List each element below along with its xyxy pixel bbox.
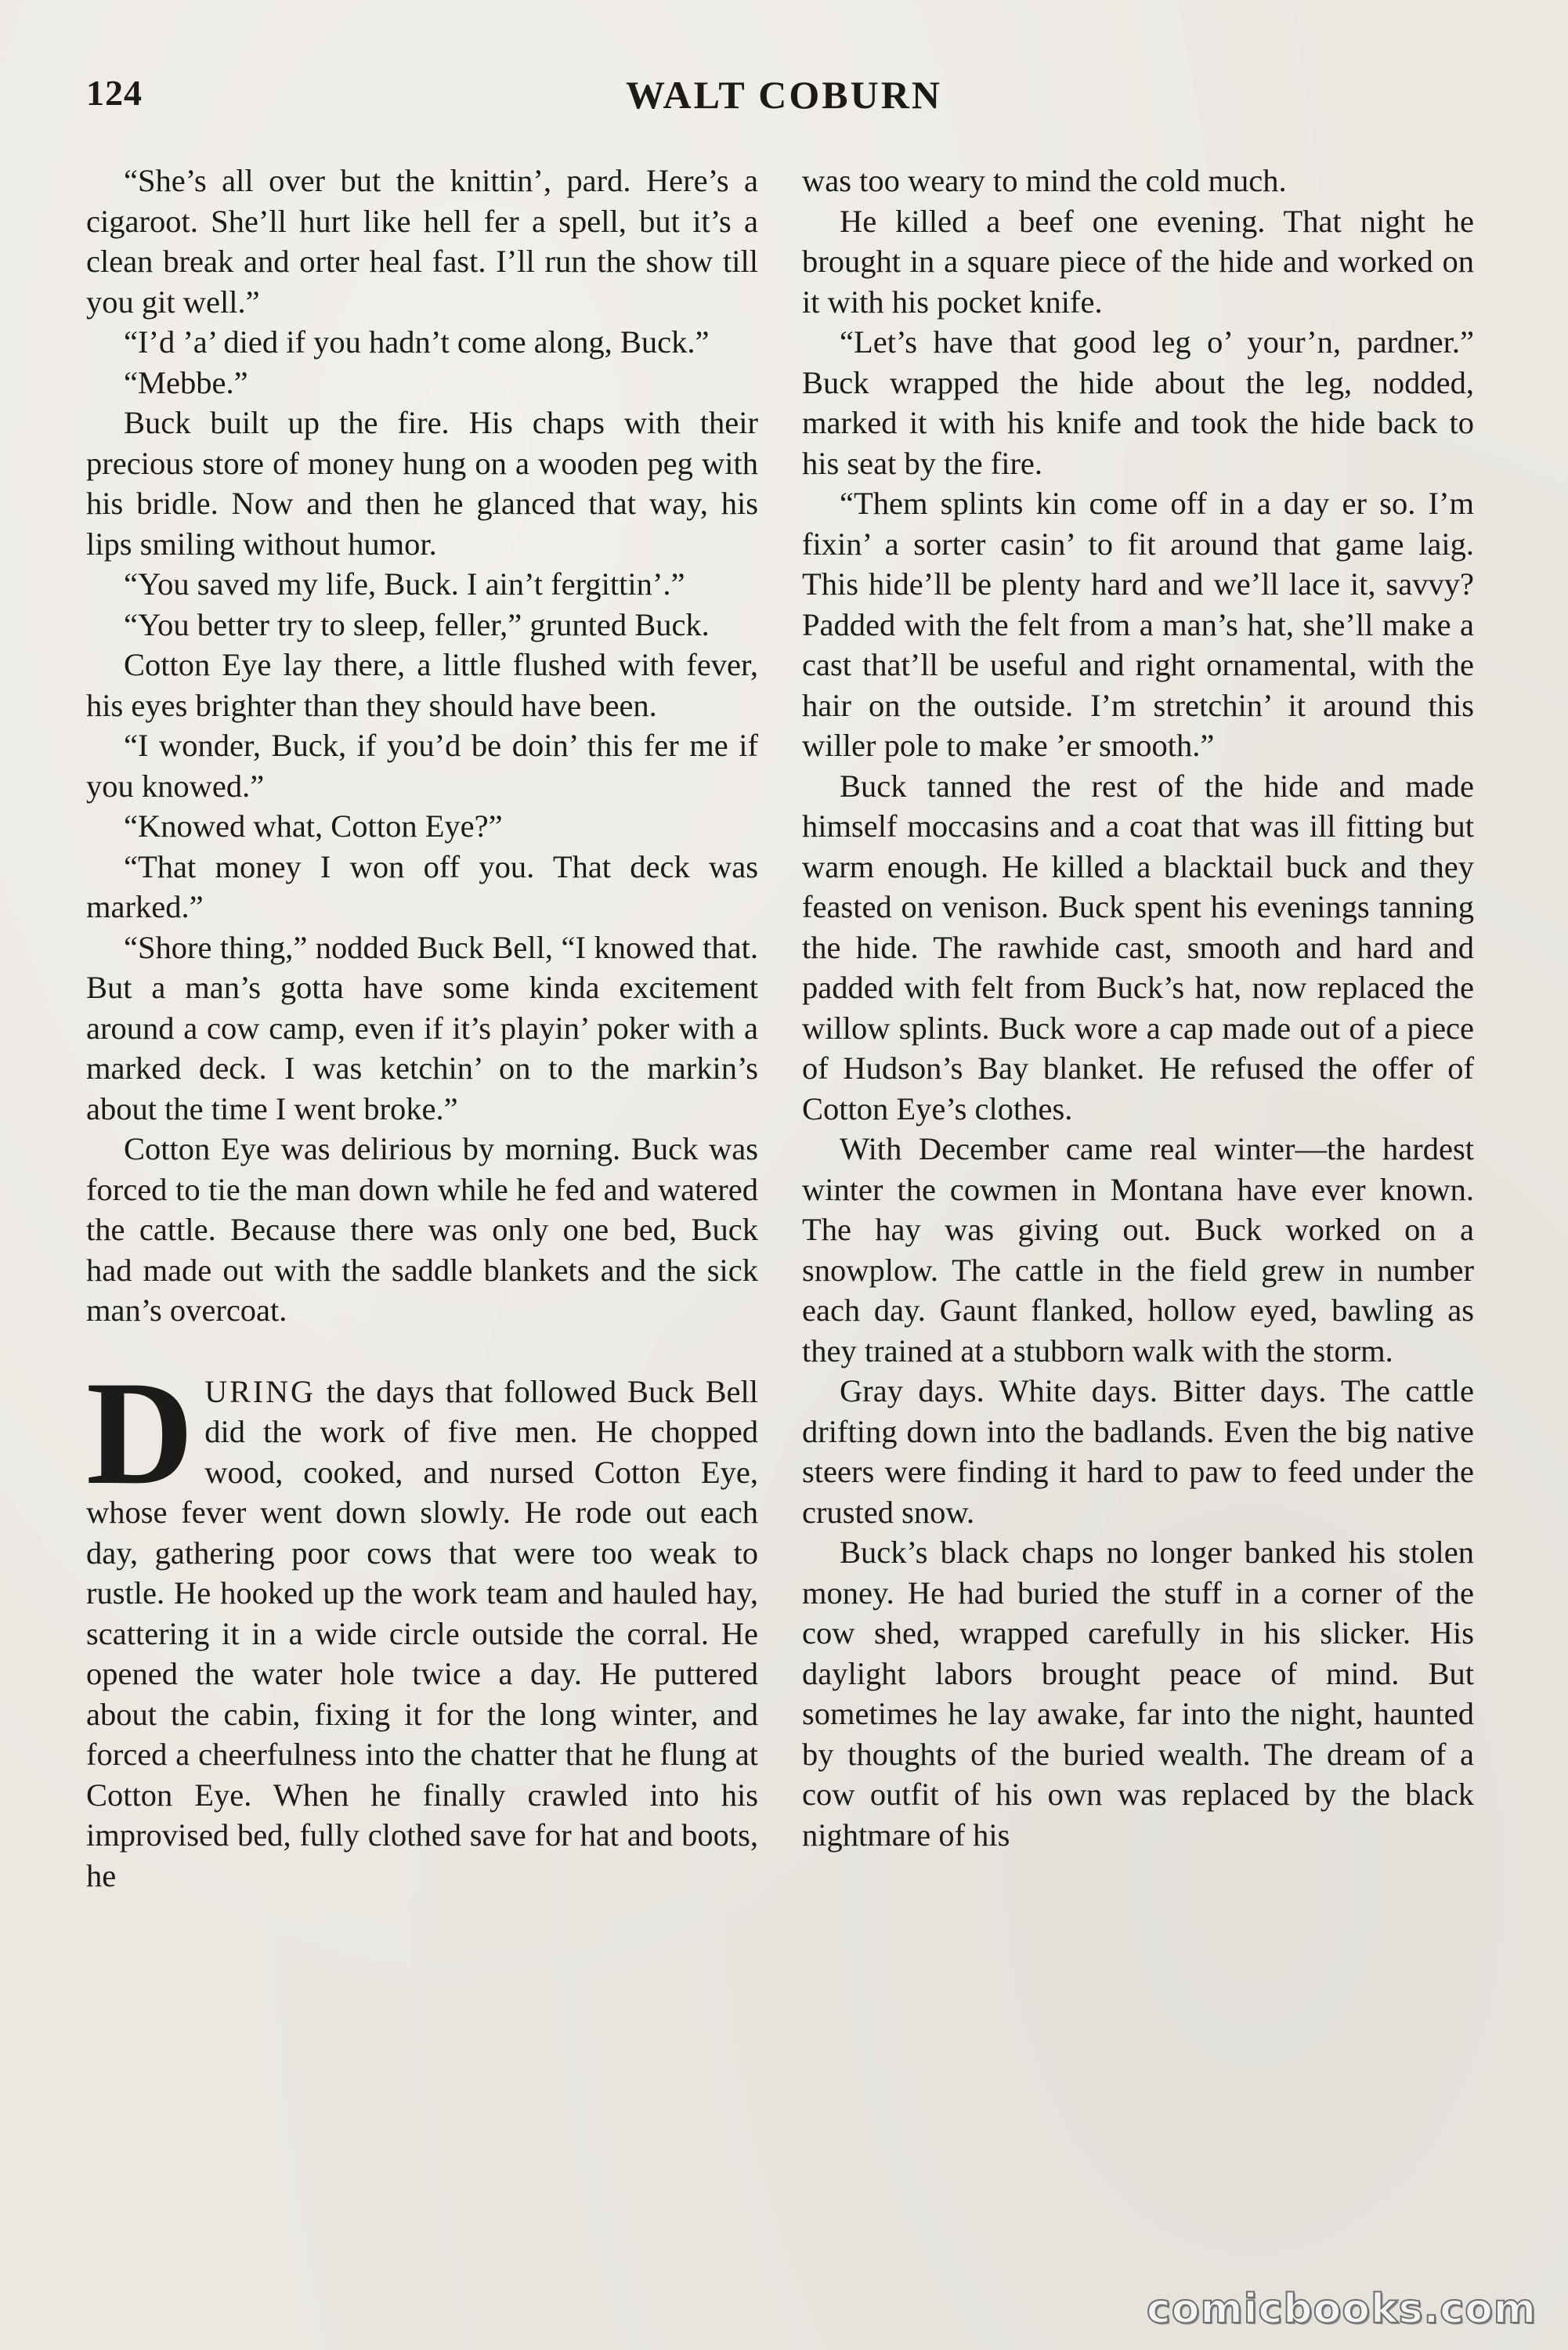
paragraph: “Them splints kin come off in a day er so. I’m fixin’ a sorter casin’ to fit around that game laig. This hide’ll be plenty hard and we’ll lace it, savvy? Padded with the felt from a man’s hat, she’ll make a cast that’ll be useful and right ornamental, with the hair on the outside. I’m stretchin’ it around this willer pole to make ’er smooth.”: [802, 486, 1474, 763]
paragraph: “You saved my life, Buck. I ain’t fergittin’.”: [124, 566, 685, 602]
page-number: 124: [86, 73, 143, 113]
paragraph: Cotton Eye lay there, a little flushed with fever, his eyes brighter than they should have been.: [86, 647, 758, 723]
paragraph: With December came real winter—the hardest winter the cowmen in Montana have ever known. The hay was giving out. Buck worked on a snowplow. The cattle in the field grew in number each day. Gaunt flanked, hollow eyed, bawling as they trained at a stubborn walk with the storm.: [802, 1131, 1474, 1368]
paragraph: Buck built up the fire. His chaps with their precious store of money hung on a wooden peg with his bridle. Now and then he glanced that way, his lips smiling without humor.: [86, 405, 758, 562]
paragraph: “Let’s have that good leg o’ your’n, pardner.” Buck wrapped the hide about the leg, nodded, marked it with his knife and took the hide back to his seat by the fire.: [802, 324, 1474, 481]
paragraph: Buck’s black chaps no longer banked his stolen money. He had buried the stuff in a corner of the cow shed, wrapped carefully in his slicker. His daylight labors brought peace of mind. But sometimes he lay awake, far into the night, haunted by thoughts of the buried wealth. The dream of a cow outfit of his own was replaced by the black nightmare of his: [802, 1535, 1474, 1853]
paragraph: Gray days. White days. Bitter days. The cattle drifting down into the badlands. Even the big native steers were finding it hard to paw to feed under the crusted snow.: [802, 1373, 1474, 1530]
paragraph: “I’d ’a’ died if you hadn’t come along, Buck.”: [124, 324, 710, 360]
paragraph-continuation: was too weary to mind the cold much.: [802, 163, 1287, 198]
paragraph: “You better try to sleep, feller,” grunted Buck.: [124, 606, 710, 642]
paragraph: “Shore thing,” nodded Buck Bell, “I knowed that. But a man’s gotta have some kinda excitement around a cow camp, even if it’s playin’ poker with a marked deck. I was ketchin’ on to the markin’s about the time I went broke.”: [86, 929, 758, 1126]
dropcap-paragraph: [86, 1350, 758, 1896]
paragraph-text: the days that followed Buck Bell did the work of five men. He chopped wood, cooked, and nursed Cotton Eye, whose fever went down slowly. He rode out each day, gathering poor cows that were too weak to rustle. He hooked up the work team and hauled hay, scattering it in a wide circle outside the corral. He opened the water hole twice a day. He puttered about the cabin, fixing it for the long winter, and forced a cheerfulness into the chatter that he flung at Cotton Eye. When he finally crawled into his improvised bed, fully clothed save for hat and boots, he: [86, 1373, 758, 1893]
paragraph: Buck tanned the rest of the hide and made himself moccasins and a coat that was ill fitting but warm enough. He killed a blacktail buck and they feasted on venison. Buck spent his evenings tanning the hide. The rawhide cast, smooth and hard and padded with felt from Buck’s hat, now replaced the willow splints. Buck wore a cap made out of a piece of Hudson’s Bay blanket. He refused the offer of Cotton Eye’s clothes.: [802, 768, 1474, 1126]
paragraph: “That money I won off you. That deck was marked.”: [86, 848, 758, 924]
paragraph: He killed a beef one evening. That night he brought in a square piece of the hide and worked on it with his pocket knife.: [802, 203, 1474, 320]
right-column: [802, 161, 1474, 1855]
drop-cap: D: [86, 1350, 194, 1516]
text-columns: [86, 161, 1482, 2276]
running-head: WALT COBURN: [626, 73, 942, 117]
page-header: [86, 72, 1482, 127]
left-column: [86, 161, 758, 1896]
paragraph: Cotton Eye was delirious by morning. Buck was forced to tie the man down while he fed and watered the cattle. Because there was only one bed, Buck had made out with the saddle blankets and the sick man’s overcoat.: [86, 1131, 758, 1328]
watermark: comicbooks.com: [1146, 2286, 1537, 2333]
paragraph: “She’s all over but the knittin’, pard. Here’s a cigaroot. She’ll hurt like hell fer a spell, but it’s a clean break and orter heal fast. I’ll run the show till you git well.”: [86, 163, 758, 320]
paragraph: “Mebbe.”: [124, 364, 248, 400]
small-caps-lead: URING: [204, 1373, 316, 1409]
paragraph: “I wonder, Buck, if you’d be doin’ this fer me if you knowed.”: [86, 728, 758, 804]
paragraph: “Knowed what, Cotton Eye?”: [124, 808, 503, 844]
